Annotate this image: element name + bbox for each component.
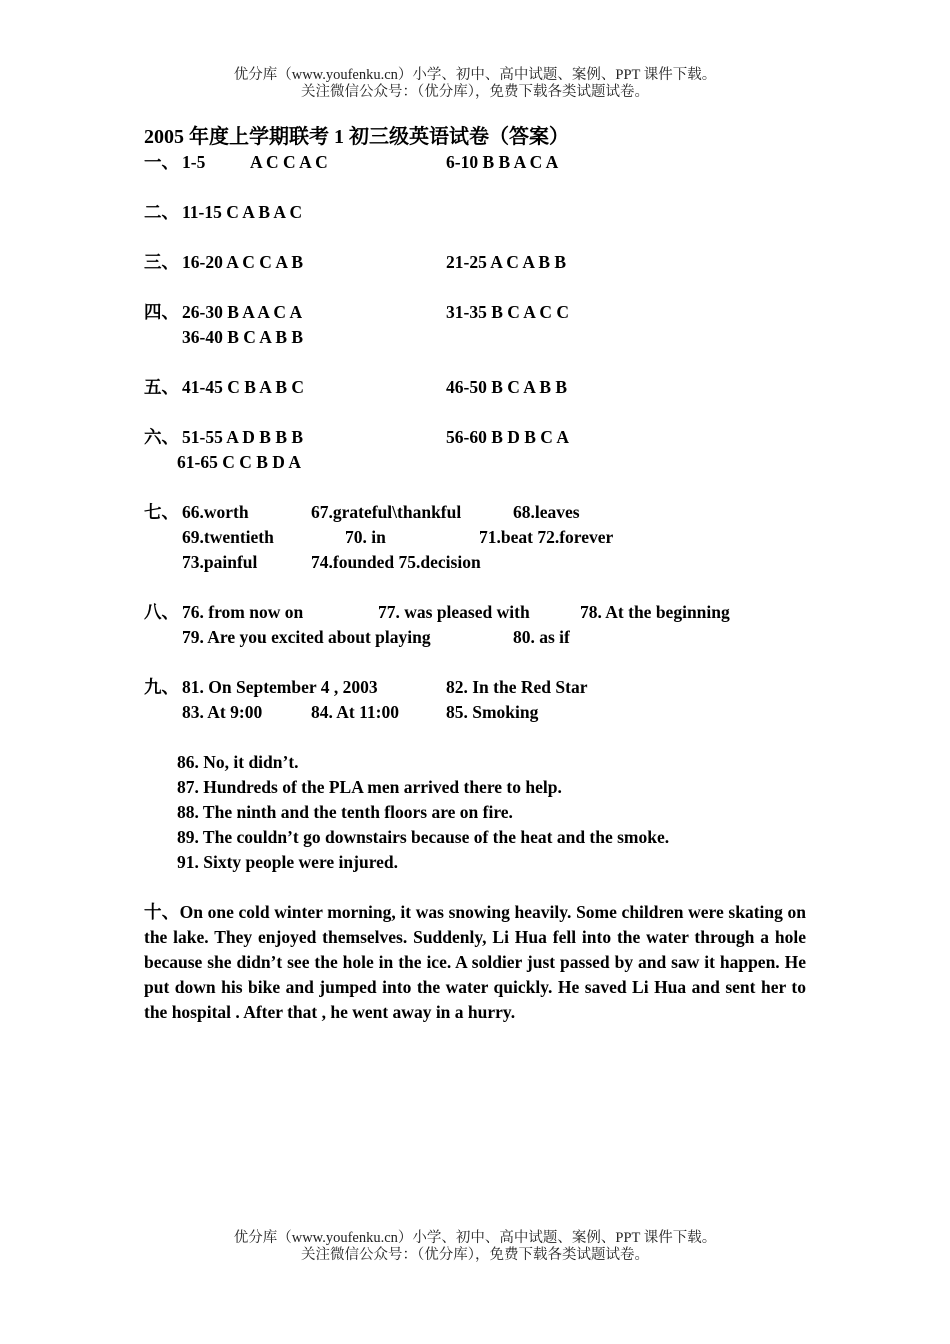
section-4-row	[144, 300, 806, 325]
section-6-label: 六、	[144, 427, 179, 447]
answer-87: 87. Hundreds of the PLA men arrived there to help.	[177, 777, 562, 797]
section-3-row	[144, 250, 806, 275]
answer-89: 89. The couldn’t go downstairs because of the heat and the smoke.	[177, 827, 670, 847]
section-1-row	[144, 150, 806, 175]
section-1-range-a: 1-5	[182, 152, 206, 172]
answer-67: 67.grateful\thankful	[311, 502, 462, 522]
section-8-label: 八、	[144, 602, 179, 622]
section-5-answers-b: 46-50 B C A B B	[446, 377, 568, 397]
answer-74-75: 74.founded 75.decision	[311, 552, 481, 572]
section-3-label: 三、	[144, 252, 179, 272]
header-line-2: 关注微信公众号：（优分库），免费下载各类试题试卷。	[301, 84, 649, 100]
section-2-row	[144, 200, 806, 225]
answer-84: 84. At 11:00	[311, 702, 399, 722]
answer-77: 77. was pleased with	[378, 602, 530, 622]
section-10-essay	[144, 900, 806, 1025]
section-1-label: 一、	[144, 152, 179, 172]
section-2-answers-a: 11-15 C A B A C	[182, 202, 303, 222]
answer-82: 82. In the Red Star	[446, 677, 588, 697]
section-9-row-6	[144, 825, 806, 850]
section-9-label: 九、	[144, 677, 179, 697]
section-9-row-3	[144, 750, 806, 775]
answer-66: 66.worth	[182, 502, 249, 522]
section-1-answers-a: A C C A C	[250, 152, 328, 172]
section-9-row	[144, 675, 806, 700]
page-footer	[0, 1230, 950, 1264]
header-line-1: 优分库（www.youfenku.cn）小学、初中、高中试题、案例、PPT 课件下载。	[233, 67, 717, 83]
footer-line-1: 优分库（www.youfenku.cn）小学、初中、高中试题、案例、PPT 课件下载。	[233, 1230, 717, 1246]
section-9-row-4	[144, 775, 806, 800]
answer-sheet	[144, 124, 806, 1025]
section-6-answers-c: 61-65 C C B D A	[177, 452, 301, 472]
section-3-answers-b: 21-25 A C A B B	[446, 252, 567, 272]
page-title: 2005 年度上学期联考 1 初三级英语试卷（答案）	[144, 126, 569, 148]
section-1-answers-b: 6-10 B B A C A	[446, 152, 559, 172]
answer-79: 79. Are you excited about playing	[182, 627, 431, 647]
section-9-row-2	[144, 700, 806, 725]
answer-80: 80. as if	[513, 627, 570, 647]
section-7-row-3	[144, 550, 806, 575]
answer-69: 69.twentieth	[182, 527, 274, 547]
answer-88: 88. The ninth and the tenth floors are on fire.	[177, 802, 513, 822]
section-4-row-2	[144, 325, 806, 350]
section-4-label: 四、	[144, 302, 179, 322]
answer-85: 85. Smoking	[446, 702, 539, 722]
section-10-text: On one cold winter morning, it was snowing heavily. Some children were skating on the lake. They enjoyed themselves. Suddenly, Li Hua fell into the water through a hole because she didn’t see the hole in the ice. A soldier just passed by and saw it happen. He put down his bike and jumped into the water quickly. He saved Li Hua and sent her to the hospital . After that , he went away in a hurry.	[144, 902, 807, 1022]
section-3-answers-a: 16-20 A C C A B	[182, 252, 304, 272]
section-10-label: 十、	[144, 902, 180, 922]
section-6-row-2	[144, 450, 806, 475]
footer-line-2: 关注微信公众号：（优分库），免费下载各类试题试卷。	[301, 1247, 649, 1263]
section-4-answers-b: 31-35 B C A C C	[446, 302, 569, 322]
section-4-answers-c: 36-40 B C A B B	[182, 327, 304, 347]
section-4-answers-a: 26-30 B A A C A	[182, 302, 303, 322]
answer-76: 76. from now on	[182, 602, 304, 622]
page-header	[0, 67, 950, 101]
section-5-answers-a: 41-45 C B A B C	[182, 377, 305, 397]
answer-71-72: 71.beat 72.forever	[479, 527, 614, 547]
section-7-label: 七、	[144, 502, 179, 522]
section-6-row	[144, 425, 806, 450]
section-5-row	[144, 375, 806, 400]
answer-73: 73.painful	[182, 552, 258, 572]
answer-91: 91. Sixty people were injured.	[177, 852, 399, 872]
answer-86: 86. No, it didn’t.	[177, 752, 299, 772]
section-9-row-5	[144, 800, 806, 825]
section-9-row-7	[144, 850, 806, 875]
section-6-answers-b: 56-60 B D B C A	[446, 427, 569, 447]
section-7-row-2	[144, 525, 806, 550]
section-8-row	[144, 600, 806, 625]
section-7-row	[144, 500, 806, 525]
answer-78: 78. At the beginning	[580, 602, 730, 622]
section-5-label: 五、	[144, 377, 179, 397]
answer-81: 81. On September 4 , 2003	[182, 677, 378, 697]
answer-68: 68.leaves	[513, 502, 580, 522]
section-2-label: 二、	[144, 202, 179, 222]
section-8-row-2	[144, 625, 806, 650]
answer-70: 70. in	[345, 527, 386, 547]
answer-83: 83. At 9:00	[182, 702, 263, 722]
section-6-answers-a: 51-55 A D B B B	[182, 427, 304, 447]
